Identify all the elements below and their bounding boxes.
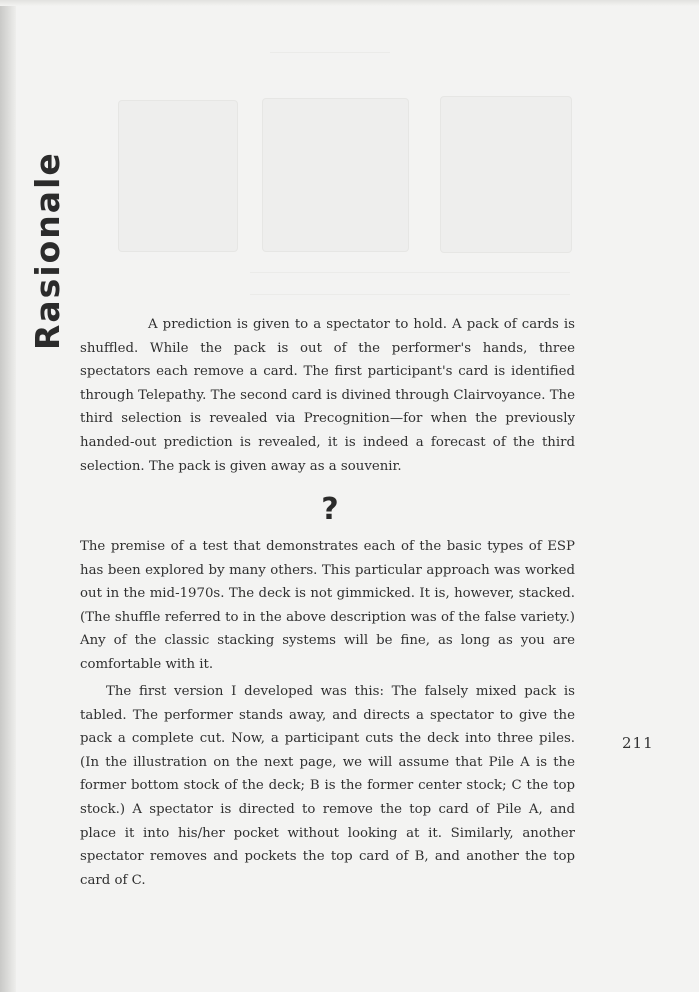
page-top-shadow xyxy=(0,0,699,6)
chapter-title-vertical: Rasionale xyxy=(28,151,67,350)
section-divider-question-mark: ? xyxy=(321,492,339,527)
method-paragraph: The premise of a test that demonstrates each of the basic types of ESP has been explored by many others. This particular approach was worked out in the mid-1970s. The deck is not gimmicked. It is, however, stacked. (The shuffle referred to in the above description was of the false variety.) Any of the classic stacking systems will be fine, as long as you are comfortable with it. xyxy=(80,539,575,672)
effect-paragraph: A prediction is given to a spectator to hold. A pack of cards is shuffled. While the pack is out of the performer's hands, three spectators each remove a card. The first participant's card is identified through Telepathy. The second card is divined through Clairvoyance. The third selection is revealed via Precognition—for when the previously handed-out prediction is revealed, it is indeed a forecast of the third selection. The pack is given away as a souvenir. xyxy=(80,317,575,474)
bleed-through-line xyxy=(250,272,570,273)
page-gutter-shadow xyxy=(0,0,16,992)
bleed-through-line xyxy=(250,294,570,295)
bleed-through-card-right xyxy=(440,96,572,253)
bleed-through-card-left xyxy=(118,100,238,252)
bleed-through-header xyxy=(270,52,390,53)
page-number: 211 xyxy=(622,734,654,752)
bleed-through-card-center xyxy=(262,98,409,252)
first-version-paragraph: The first version I developed was this: The falsely mixed pack is tabled. The performer stands away, and directs a spectator to give the pack a complete cut. Now, a participant cuts the deck into three piles. (In the illustration on the next page, we will assume that Pile A is the former bottom stock of the deck; B is the former center stock; C the top stock.) A spectator is directed to remove the top card of Pile A, and place it into his/her pocket without looking at it. Similarly, another spectator removes and pockets the top card of B, and another the top card of C. xyxy=(80,684,575,888)
